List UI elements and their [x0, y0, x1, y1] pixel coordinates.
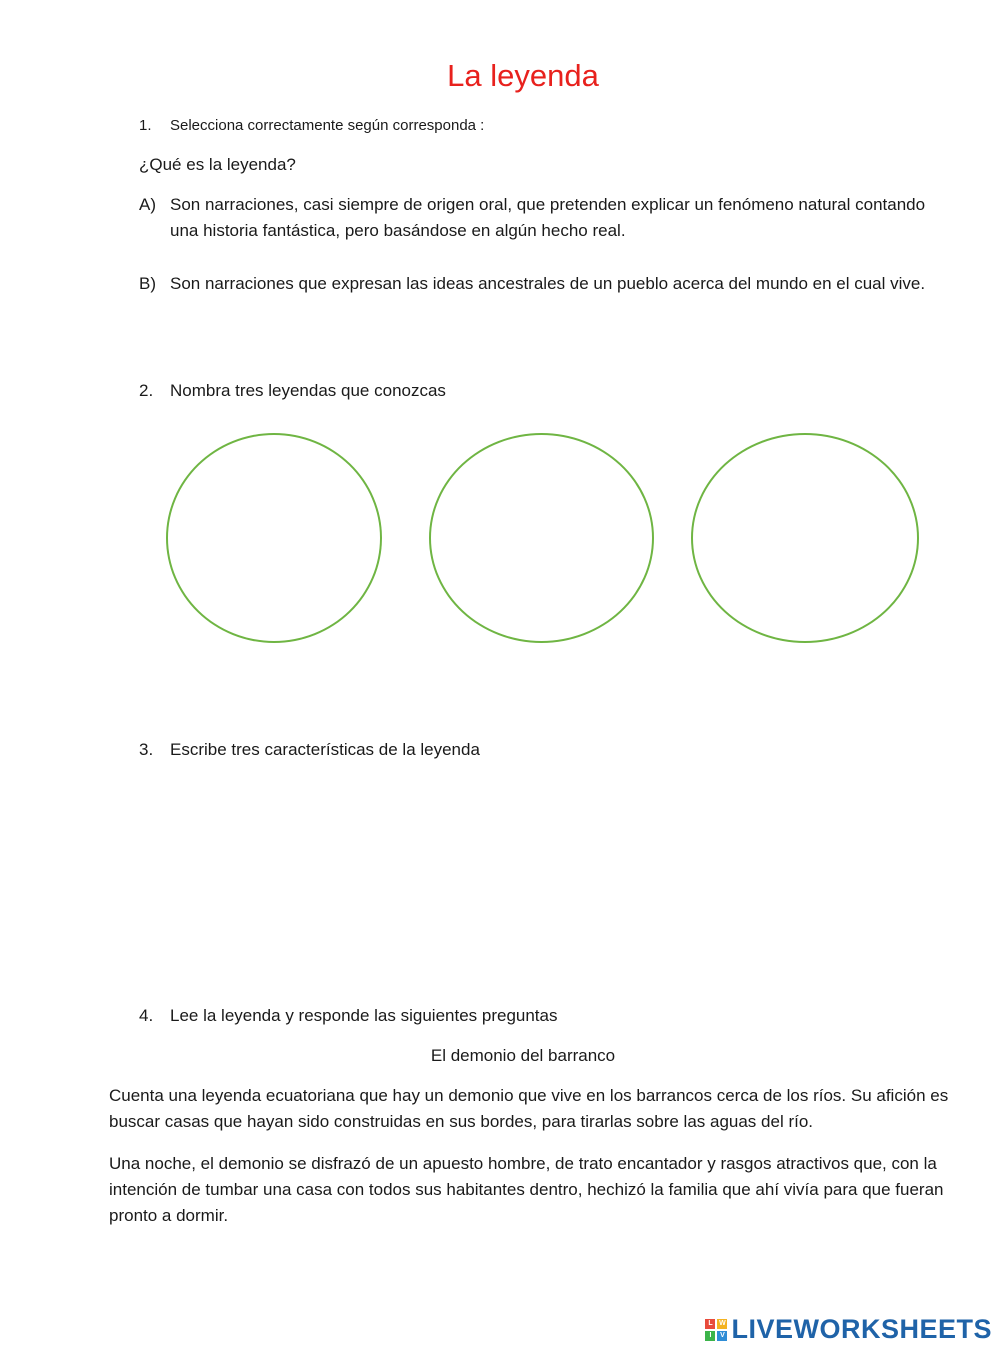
question-4	[139, 1003, 558, 1029]
option-a-letter: A)	[139, 195, 156, 214]
option-b-letter: B)	[139, 274, 156, 293]
option-b-text: Son narraciones que expresan las ideas ancestrales de un pueblo acerca del mundo en el cual vive.	[170, 274, 926, 293]
question-4-number: 4.	[139, 1006, 154, 1025]
logo-mark-letter: L	[705, 1319, 715, 1329]
question-3-text: Escribe tres características de la leyenda	[170, 740, 480, 759]
answer-circle-1[interactable]	[166, 433, 382, 643]
liveworksheets-logo	[705, 1314, 992, 1345]
answer-circle-2[interactable]	[429, 433, 654, 643]
question-3	[139, 737, 480, 763]
question-2-text: Nombra tres leyendas que conozcas	[170, 381, 446, 400]
story-title: El demonio del barranco	[430, 1046, 616, 1065]
option-a[interactable]	[139, 192, 944, 248]
question-1	[139, 116, 484, 136]
logo-mark-letter: W	[719, 1319, 726, 1327]
question-3-number: 3.	[139, 740, 154, 759]
question-1-prompt: ¿Qué es la leyenda?	[139, 155, 296, 174]
story-paragraph-1: Cuenta una leyenda ecuatoriana que hay un demonio que vive en los barrancos cerca de los ríos. Su afición es buscar casas que hayan sido construidas en sus bordes, para tirarlas sobre las aguas del río.	[109, 1086, 949, 1131]
option-a-text: Son narraciones, casi siempre de origen oral, que pretenden explicar un fenómeno natural contando una historia fantástica, pero basándose en algún hecho real.	[170, 195, 926, 240]
question-2-number: 2.	[139, 381, 154, 400]
logo-text: LIVEWORKSHEETS	[731, 1314, 992, 1344]
logo-mark-letter: V	[717, 1331, 727, 1341]
page-title: La leyenda	[447, 58, 599, 93]
question-2	[139, 378, 446, 404]
question-4-text: Lee la leyenda y responde las siguientes preguntas	[170, 1006, 558, 1025]
answer-circle-3[interactable]	[691, 433, 919, 643]
story-paragraph-2: Una noche, el demonio se disfrazó de un apuesto hombre, de trato encantador y rasgos atractivos que, con la intención de tumbar una casa con todos sus habitantes dentro, hechizó la familia que ahí vivía para que fueran pronto a dormir.	[109, 1154, 944, 1225]
option-b[interactable]	[139, 271, 944, 327]
question-1-number: 1.	[139, 117, 152, 134]
question-1-text: Selecciona correctamente según corresponda :	[170, 117, 485, 134]
logo-mark	[705, 1319, 727, 1341]
logo-mark-letter: I	[705, 1331, 715, 1341]
